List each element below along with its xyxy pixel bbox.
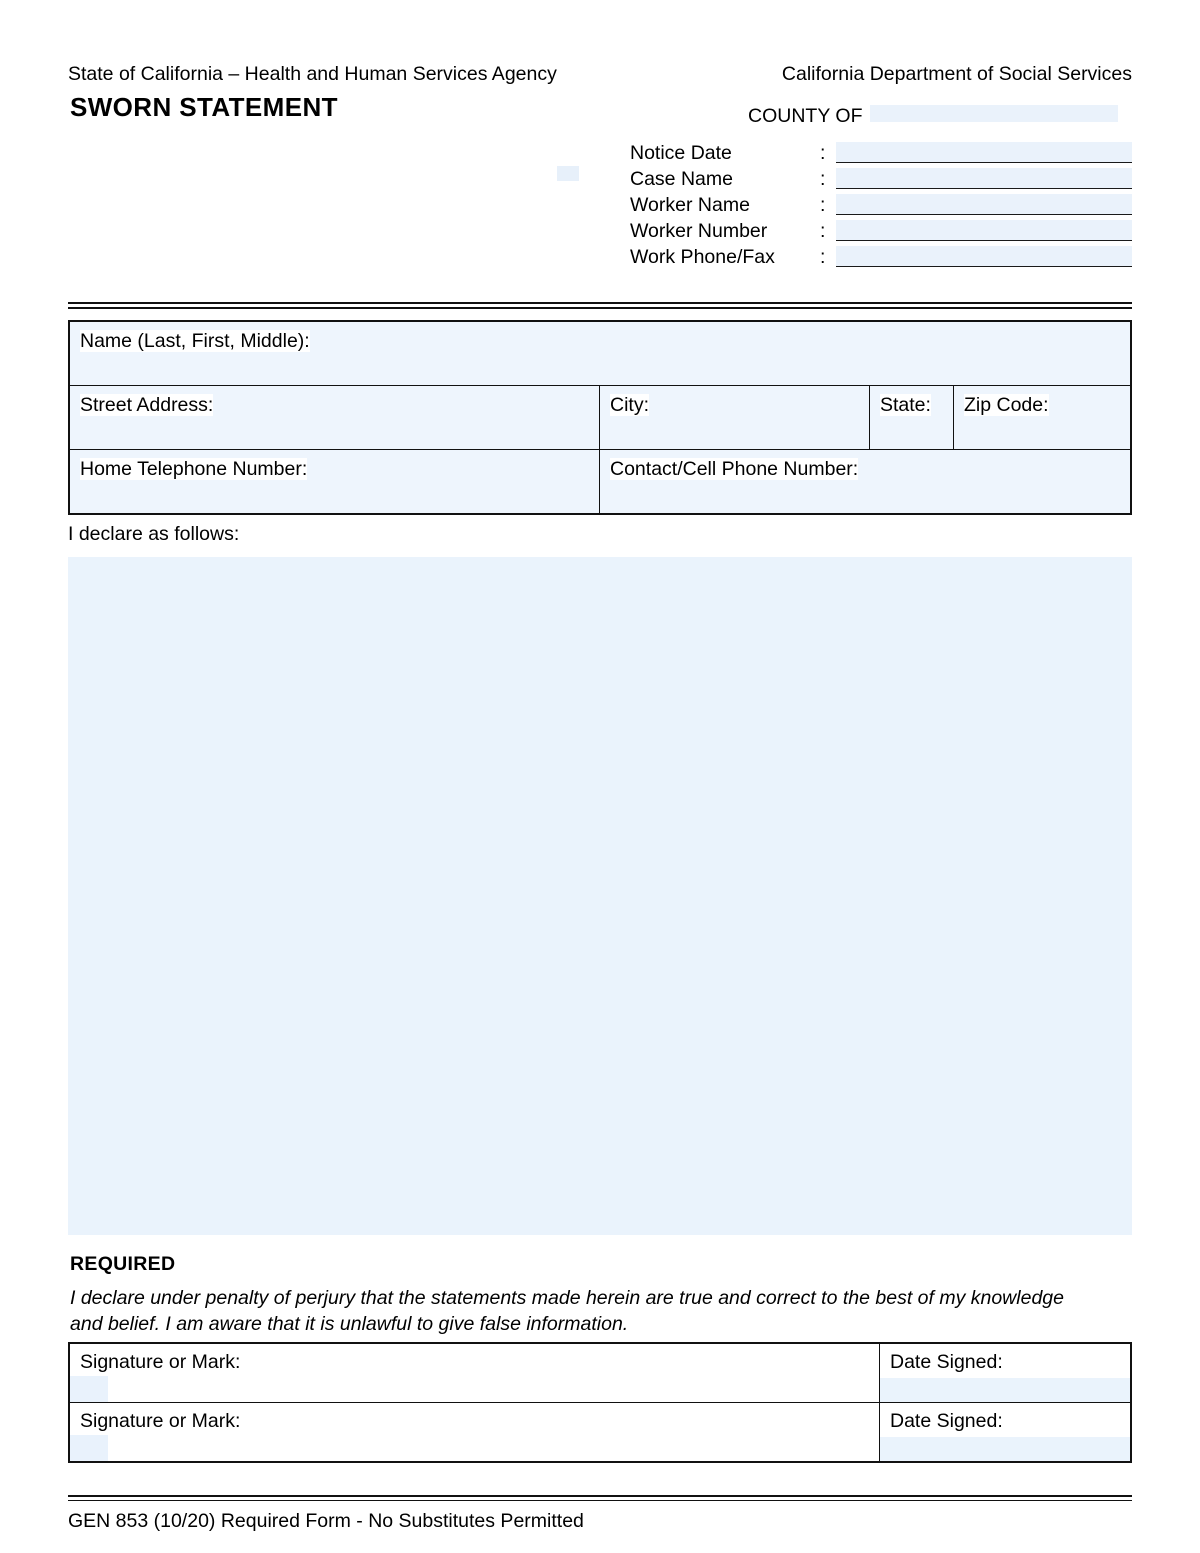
state-label: State: [880,394,931,416]
declare-intro: I declare as follows: [68,523,240,545]
signature-input-1[interactable] [70,1376,108,1402]
signature-label: Signature or Mark: [80,1410,241,1432]
work-phone-fax-colon: : [820,246,826,268]
worker-number-colon: : [820,220,826,242]
county-block [748,105,1118,128]
department-line: California Department of Social Services [781,63,1132,85]
street-address-field-cell[interactable] [70,386,600,449]
case-name-input[interactable] [836,168,1132,189]
notice-row [630,190,1132,216]
signature-input-2[interactable] [70,1435,108,1461]
worker-number-label: Worker Number [630,220,768,242]
notice-date-label: Notice Date [630,142,732,164]
work-phone-fax-label: Work Phone/Fax [630,246,775,268]
city-label: City: [610,394,649,416]
agency-line: State of California – Health and Human Services Agency [68,63,557,85]
required-heading: REQUIRED [70,1253,176,1275]
page-title: SWORN STATEMENT [70,92,338,122]
date-signed-label: Date Signed: [890,1410,1003,1432]
table-row [70,322,1130,386]
case-name-label: Case Name [630,168,733,190]
street-address-label: Street Address: [80,394,214,416]
footer-divider [68,1495,1132,1501]
decorative-marker [557,166,579,181]
home-telephone-field-cell[interactable] [70,450,600,513]
notice-date-colon: : [820,142,826,164]
perjury-text: I declare under penalty of perjury that the statements made herein are true and correct to the best of my knowledge and belief. I am aware that it is unlawful to give false information. [70,1287,1064,1335]
zip-code-label: Zip Code: [964,394,1049,416]
signature-field-cell-2[interactable] [70,1403,880,1461]
date-signed-field-cell-2[interactable] [880,1403,1130,1461]
state-field-cell[interactable] [870,386,954,449]
table-row [70,386,1130,450]
section-divider [68,302,1132,309]
home-telephone-label: Home Telephone Number: [80,458,308,480]
notice-row [630,242,1132,268]
worker-name-label: Worker Name [630,194,750,216]
document-header [68,0,1132,86]
notice-block [630,138,1132,268]
statement-textarea[interactable] [68,557,1132,1235]
case-name-colon: : [820,168,826,190]
table-row [70,1344,1130,1403]
signature-field-cell-1[interactable] [70,1344,880,1402]
date-signed-field-cell-1[interactable] [880,1344,1130,1402]
name-label: Name (Last, First, Middle): [80,330,310,352]
worker-name-input[interactable] [836,194,1132,215]
work-phone-fax-input[interactable] [836,246,1132,267]
worker-number-input[interactable] [836,220,1132,241]
contact-cell-phone-field-cell[interactable] [600,450,1130,513]
signature-table [68,1342,1132,1463]
signature-label: Signature or Mark: [80,1351,241,1373]
table-row [70,1403,1130,1461]
worker-name-colon: : [820,194,826,216]
applicant-info-table [68,320,1132,515]
form-footer: GEN 853 (10/20) Required Form - No Substitutes Permitted [68,1510,584,1532]
contact-cell-phone-label: Contact/Cell Phone Number: [610,458,859,480]
notice-date-input[interactable] [836,142,1132,163]
notice-row [630,138,1132,164]
name-field-cell[interactable] [70,322,1130,385]
county-input[interactable] [870,105,1118,122]
city-field-cell[interactable] [600,386,870,449]
county-label: COUNTY OF [748,105,863,127]
date-signed-label: Date Signed: [890,1351,1003,1373]
notice-row [630,164,1132,190]
table-row [70,450,1130,513]
zip-code-field-cell[interactable] [954,386,1130,449]
date-signed-input-1[interactable] [880,1378,1130,1402]
notice-row [630,216,1132,242]
date-signed-input-2[interactable] [880,1437,1130,1461]
